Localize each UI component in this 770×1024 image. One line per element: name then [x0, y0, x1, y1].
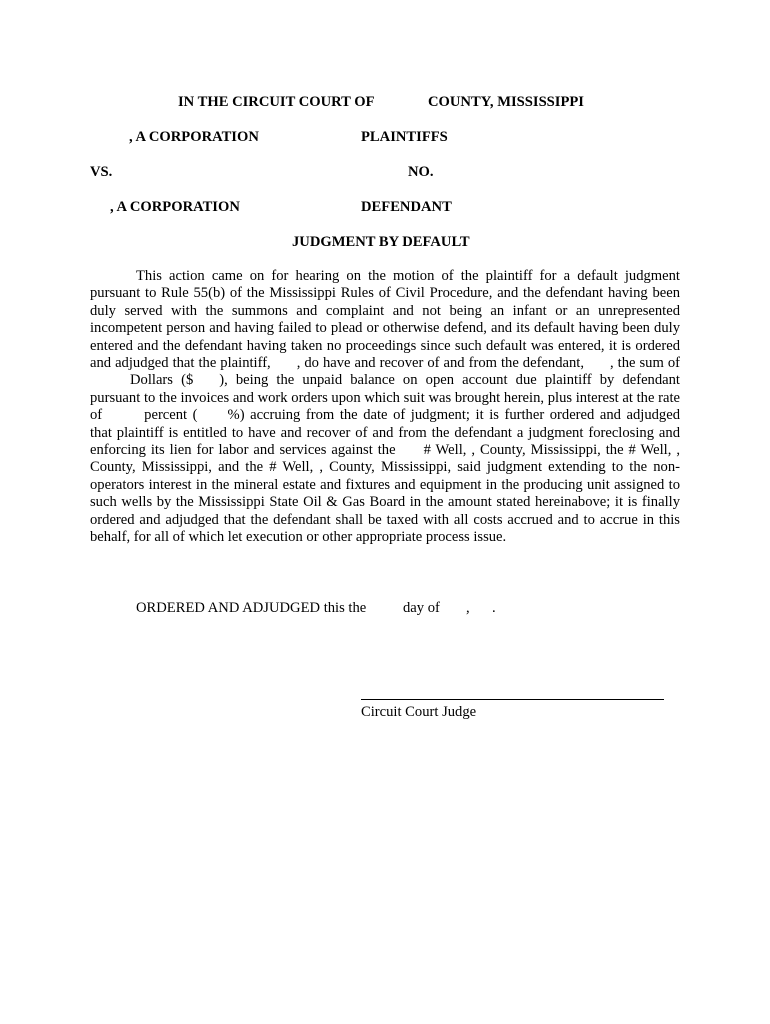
ordered-prefix: ORDERED AND ADJUDGED this the	[136, 600, 367, 616]
body-text-6: percent (	[144, 407, 198, 424]
county-suffix: COUNTY, MISSISSIPPI	[428, 94, 584, 110]
defendant-name: , A CORPORATION	[110, 199, 240, 215]
signature-line	[361, 699, 664, 700]
document-title: JUDGMENT BY DEFAULT	[292, 234, 470, 250]
defendant-label: DEFENDANT	[361, 199, 452, 215]
plaintiff-name: , A CORPORATION	[129, 129, 259, 145]
ordered-period: .	[492, 600, 496, 616]
body-text-3: , the sum of	[610, 355, 680, 372]
plaintiff-label: PLAINTIFFS	[361, 129, 448, 145]
body-text-8: # Well, , County, Mississippi, the # Well, , County, Mississippi, and the # Well, , County, Mississippi, said judgment extending to the non-operators interest in the mineral estate and fixtures and equipment in the producing unit assigned to such wells by the Mississippi State Oil & Gas Board in the amount stated hereinabove; it is finally ordered and adjudged that the defendant shall be taxed with all costs accrued and to accrue in this behalf, for all of which let execution or other appropriate process issue.	[90, 442, 680, 546]
court-prefix: IN THE CIRCUIT COURT OF	[178, 94, 375, 110]
ordered-comma: ,	[466, 600, 470, 616]
body-text-2: , do have and recover of and from the defendant,	[296, 355, 584, 372]
case-number-label: NO.	[408, 164, 434, 180]
body-text-1: This action came on for hearing on the motion of the plaintiff for a default judgment pursuant to Rule 55(b) of the Mississippi Rules of Civil Procedure, and the defendant having been duly served with the summons and complaint and not being an infant or an unrepresented incompetent person and having failed to plead or otherwise defend, and its default having been duly entered and the defendant having taken no proceedings since such default was entered, it is ordered and adjudged that the plaintiff,	[90, 268, 680, 372]
versus-label: VS.	[90, 164, 113, 180]
body-text-5: ), being the unpaid balance on open account due plaintiff by defendant pursuant to the invoices and work orders upon which suit was brought herein, plus interest at the rate of	[90, 372, 680, 424]
judgment-body	[90, 268, 680, 547]
body-text-4: Dollars ($	[130, 372, 194, 389]
body-text-7: %) accruing from the date of judgment; it is further ordered and adjudged that plaintiff is entitled to have and recover of and from the defendant a judgment foreclosing and enforcing its lien for labor and services against the	[90, 407, 680, 459]
signature-label: Circuit Court Judge	[361, 704, 477, 720]
ordered-day-of: day of	[403, 600, 440, 616]
